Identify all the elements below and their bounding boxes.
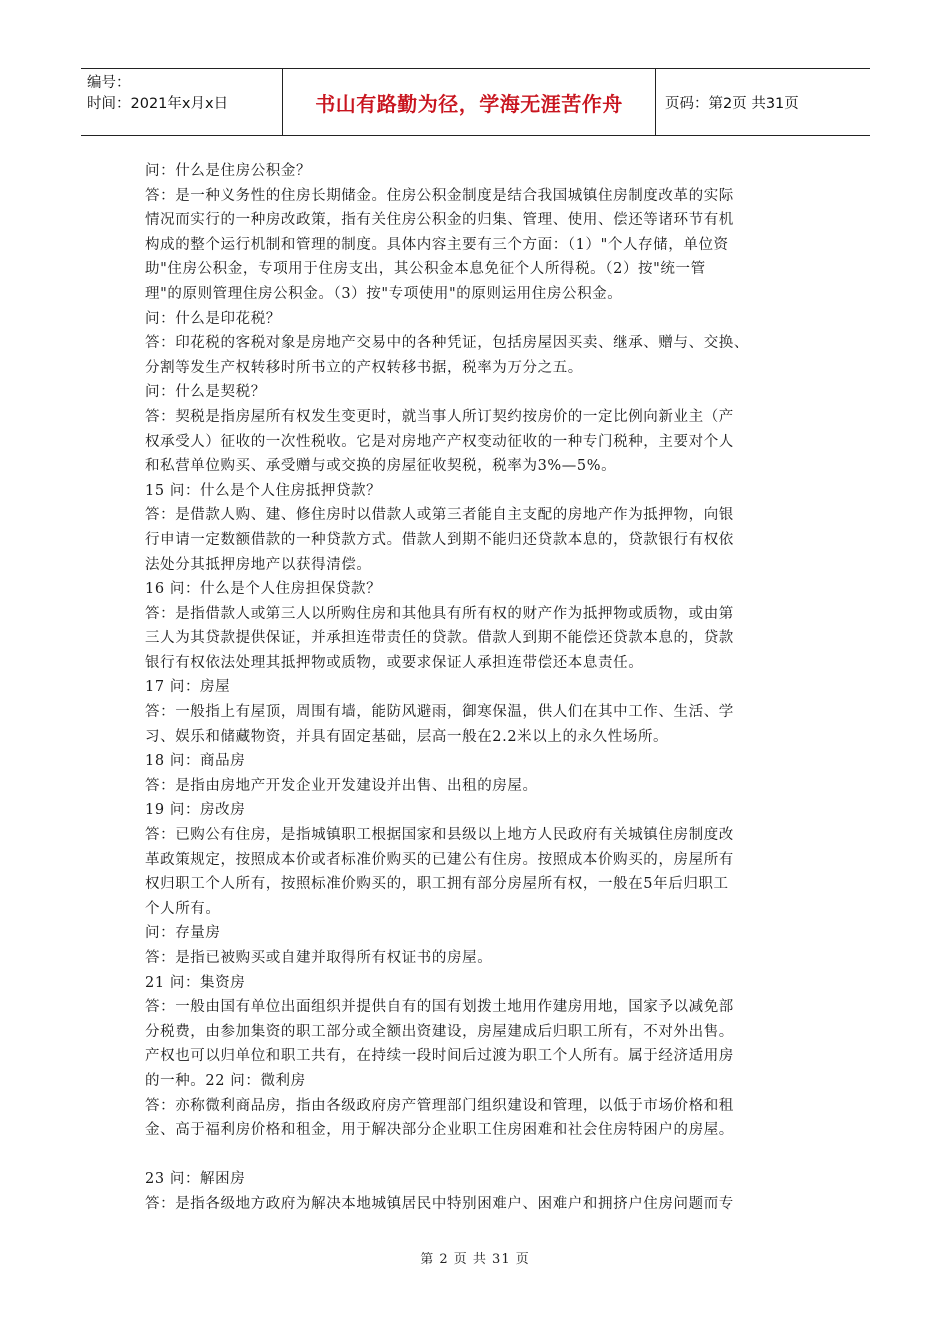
document-code-label: 编号： — [87, 75, 131, 91]
text-line: 助"住房公积金，专项用于住房支出，其公积金本息免征个人所得税。（2）按"统一管 — [145, 261, 706, 278]
document-date-label: 时间：2021年x月x日 — [87, 96, 229, 112]
text-line: 16 问：什么是个人住房担保贷款？ — [145, 581, 382, 598]
text-line: 18 问：商品房 — [145, 753, 246, 770]
text-line: 分税费，由参加集资的职工部分或全额出资建设，房屋建成后归职工所有，不对外出售。 — [145, 1023, 734, 1040]
text-line: 答：印花税的客税对象是房地产交易中的各种凭证，包括房屋因买卖、继承、赠与、交换、 — [145, 335, 749, 352]
text-line: 问：什么是住房公积金？ — [145, 163, 312, 179]
text-line: 银行有权依法处理其抵押物或质物，或要求保证人承担连带偿还本息责任。 — [145, 654, 644, 671]
text-line: 个人所有。 — [145, 900, 221, 917]
text-line: 和私营单位购买、承受赠与或交换的房屋征收契税，税率为3%—5%。 — [145, 458, 617, 475]
paragraph-gap — [145, 1143, 825, 1168]
text-line: 19 问：房改房 — [145, 802, 246, 819]
text-line: 21 问：集资房 — [145, 974, 246, 991]
text-line: 产权也可以归单位和职工共有，在持续一段时间后过渡为职工个人所有。属于经济适用房 — [145, 1048, 734, 1065]
text-line: 的一种。22 问：微利房 — [145, 1072, 306, 1089]
text-line: 答：已购公有住房，是指城镇职工根据国家和县级以上地方人民政府有关城镇住房制度改 — [145, 827, 734, 844]
page-header — [81, 68, 870, 136]
text-line: 答：是指已被购买或自建并取得所有权证书的房屋。 — [145, 950, 493, 966]
text-line: 问：什么是印花税？ — [145, 310, 281, 327]
page-footer: 第 2 页 共 31 页 — [420, 1252, 530, 1267]
text-line: 答：是一种义务性的住房长期储金。住房公积金制度是结合我国城镇住房制度改革的实际 — [145, 187, 734, 204]
text-line: 问：什么是契税？ — [145, 384, 266, 401]
text-line: 行申请一定数额借款的一种贷款方式。借款人到期不能归还贷款本息的，贷款银行有权依 — [145, 531, 734, 548]
text-line: 答：亦称微利商品房，指由各级政府房产管理部门组织建设和管理，以低于市场价格和租 — [145, 1097, 734, 1114]
text-line: 法处分其抵押房地产以获得清偿。 — [145, 556, 372, 573]
text-line: 权归职工个人所有，按照标准价购买的，职工拥有部分房屋所有权，一般在5年后归职工 — [145, 876, 729, 893]
text-line: 习、娱乐和储藏物资，并具有固定基础，层高一般在2.2米以上的永久性场所。 — [145, 728, 669, 745]
text-line: 理"的原则管理住房公积金。（3）按"专项使用"的原则运用住房公积金。 — [145, 285, 623, 302]
text-line: 17 问：房屋 — [145, 679, 231, 696]
text-line: 三人为其贷款提供保证，并承担连带责任的贷款。借款人到期不能偿还贷款本息的，贷款 — [145, 630, 734, 647]
text-line: 答：是指各级地方政府为解决本地城镇居民中特别困难户、困难户和拥挤户住房问题而专 — [145, 1195, 734, 1212]
text-line: 答：一般由国有单位出面组织并提供自有的国有划拨土地用作建房用地，国家予以减免部 — [145, 999, 734, 1016]
header-motto: 书山有路勤为径，学海无涯苦作舟 — [283, 69, 656, 135]
header-meta — [81, 69, 283, 135]
text-line: 情况而实行的一种房改政策，指有关住房公积金的归集、管理、使用、偿还等诸环节有机 — [145, 212, 734, 229]
text-line: 答：一般指上有屋顶，周围有墙，能防风避雨，御寒保温，供人们在其中工作、生活、学 — [145, 704, 734, 721]
text-line: 权承受人）征收的一次性税收。它是对房地产产权变动征收的一种专门税种，主要对个人 — [145, 433, 734, 450]
text-line: 革政策规定，按照成本价或者标准价购买的已建公有住房。按照成本价购买的，房屋所有 — [145, 851, 734, 868]
document-body — [145, 159, 825, 1217]
text-line: 答：是指由房地产开发企业开发建设并出售、出租的房屋。 — [145, 777, 538, 794]
text-line: 答：是借款人购、建、修住房时以借款人或第三者能自主支配的房地产作为抵押物，向银 — [145, 507, 734, 524]
text-line: 问：存量房 — [145, 925, 221, 942]
text-line: 金、高于福利房价格和租金，用于解决部分企业职工住房困难和社会住房特困户的房屋。 — [145, 1122, 734, 1139]
text-line: 23 问：解困房 — [145, 1171, 246, 1188]
text-line: 答：契税是指房屋所有权发生变更时，就当事人所订契约按房价的一定比例向新业主（产 — [145, 408, 734, 425]
text-line: 构成的整个运行机制和管理的制度。具体内容主要有三个方面：（1）"个人存储，单位资 — [145, 236, 729, 253]
text-line: 答：是指借款人或第三人以所购住房和其他具有所有权的财产作为抵押物或质物，或由第 — [145, 605, 734, 622]
text-line: 分割等发生产权转移时所书立的产权转移书据，税率为万分之五。 — [145, 359, 583, 376]
header-page-number: 页码：第2页 共31页 — [665, 95, 799, 112]
text-line: 15 问：什么是个人住房抵押贷款？ — [145, 482, 382, 499]
